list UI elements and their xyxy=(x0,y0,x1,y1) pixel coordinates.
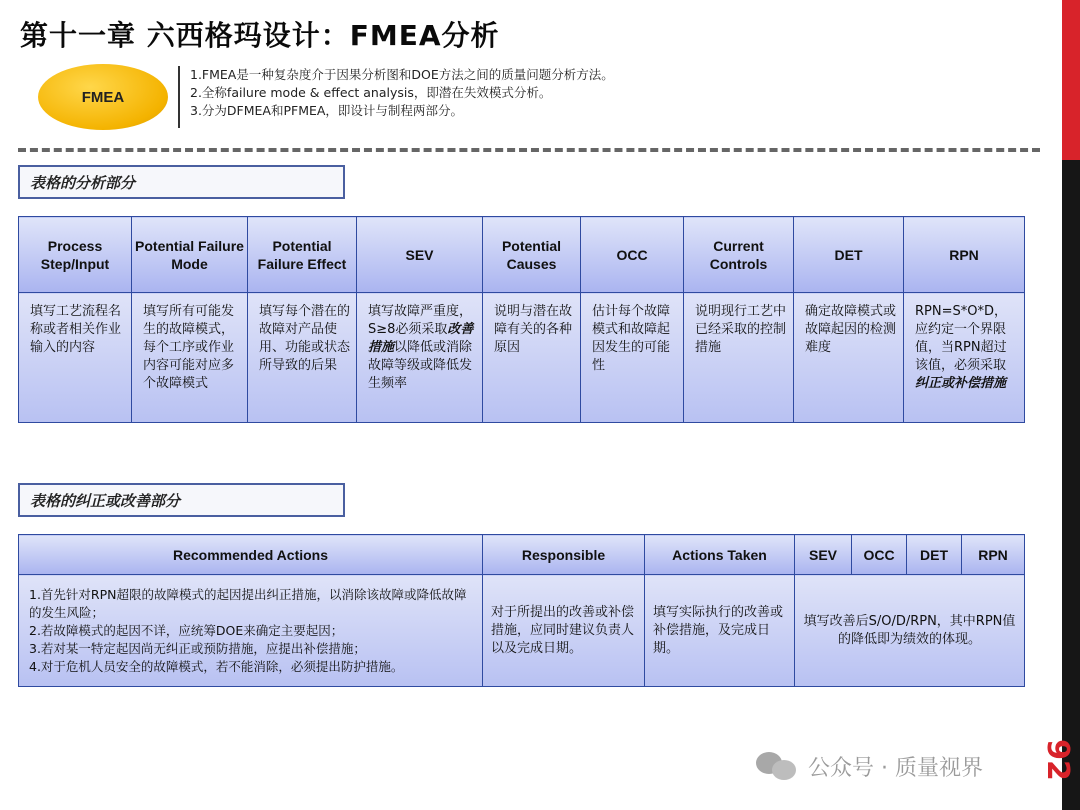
cell-sev xyxy=(357,293,483,423)
header-responsible: Responsible xyxy=(483,535,645,575)
intro-line: 2.全称failure mode & effect analysis，即潜在失效模式分析。 xyxy=(190,85,552,100)
cell-controls: 说明现行工艺中已经采取的控制措施 xyxy=(684,293,794,423)
sev-text: 填写故障严重度，S≥8必须采取 xyxy=(368,304,473,337)
intro-line: 1.FMEA是一种复杂度介于因果分析图和DOE方法之间的质量问题分析方法。 xyxy=(190,67,614,82)
cell-failure-mode: 填写所有可能发生的故障模式，每个工序或作业内容可能对应多个故障模式 xyxy=(132,293,248,423)
watermark xyxy=(756,748,983,784)
section-heading-corrective: 表格的纠正或改善部分 xyxy=(18,483,345,517)
cell-occ: 估计每个故障模式和故障起因发生的可能性 xyxy=(581,293,684,423)
intro-line: 3.分为DFMEA和PFMEA，即设计与制程两部分。 xyxy=(190,103,463,118)
action-line: 4.对于危机人员安全的故障模式，若不能消除，必须提出防护措施。 xyxy=(29,658,404,674)
cell-process-step: 填写工艺流程名称或者相关作业输入的内容 xyxy=(19,293,132,423)
cell-actions-taken: 填写实际执行的改善或补偿措施，及完成日期。 xyxy=(645,575,795,687)
header-sev: SEV xyxy=(795,535,852,575)
header-controls: Current Controls xyxy=(684,217,794,293)
table-row xyxy=(19,575,1025,687)
right-edge-red-accent xyxy=(1062,0,1080,160)
header-det: DET xyxy=(794,217,904,293)
analysis-table xyxy=(18,216,1025,423)
header-det: DET xyxy=(907,535,962,575)
table-header-row xyxy=(19,217,1025,293)
action-line: 1.首先针对RPN超限的故障模式的起因提出纠正措施，以消除该故障或降低故障的发生风险； xyxy=(29,586,467,620)
header-recommended-actions: Recommended Actions xyxy=(19,535,483,575)
cell-after-values: 填写改善后S/O/D/RPN，其中RPN值的降低即为绩效的体现。 xyxy=(795,575,1025,687)
cell-recommended-actions xyxy=(19,575,483,687)
rpn-emphasis: 纠正或补偿措施 xyxy=(915,376,1007,391)
header-rpn: RPN xyxy=(904,217,1025,293)
page-number: 92 xyxy=(1040,739,1076,781)
cell-responsible: 对于所提出的改善或补偿措施，应同时建议负责人以及完成日期。 xyxy=(483,575,645,687)
page-title: 第十一章 六西格玛设计：FMEA分析 xyxy=(20,19,500,52)
dashed-divider xyxy=(18,148,1040,152)
intro-notes xyxy=(178,66,738,128)
header-occ: OCC xyxy=(581,217,684,293)
action-line: 2.若故障模式的起因不详，应统筹DOE来确定主要起因； xyxy=(29,622,344,638)
section-heading-analysis: 表格的分析部分 xyxy=(18,165,345,199)
cell-causes: 说明与潜在故障有关的各种原因 xyxy=(483,293,581,423)
right-edge-bar xyxy=(1062,0,1080,810)
header-sev: SEV xyxy=(357,217,483,293)
header-failure-effect: Potential Failure Effect xyxy=(248,217,357,293)
header-causes: Potential Causes xyxy=(483,217,581,293)
corrective-table xyxy=(18,534,1025,687)
rpn-text: RPN=S*O*D，应约定一个界限值，当RPN超过该值，必须采取 xyxy=(915,304,1007,373)
cell-det: 确定故障模式或故障起因的检测难度 xyxy=(794,293,904,423)
sev-text-after: 以降低或消除故障等级或降低发生频率 xyxy=(368,340,473,391)
wechat-icon xyxy=(756,750,800,782)
fmea-oval-badge: FMEA xyxy=(38,64,168,130)
cell-failure-effect: 填写每个潜在的故障对产品使用、功能或状态所导致的后果 xyxy=(248,293,357,423)
cell-rpn xyxy=(904,293,1025,423)
header-process-step: Process Step/Input xyxy=(19,217,132,293)
watermark-text: 公众号 · 质量视界 xyxy=(808,755,983,781)
action-line: 3.若对某一特定起因尚无纠正或预防措施，应提出补偿措施； xyxy=(29,640,366,656)
header-occ: OCC xyxy=(852,535,907,575)
table-row xyxy=(19,293,1025,423)
table-header-row xyxy=(19,535,1025,575)
header-failure-mode: Potential Failure Mode xyxy=(132,217,248,293)
header-rpn: RPN xyxy=(962,535,1025,575)
header-actions-taken: Actions Taken xyxy=(645,535,795,575)
sev-emphasis: 改善措施 xyxy=(368,322,474,355)
